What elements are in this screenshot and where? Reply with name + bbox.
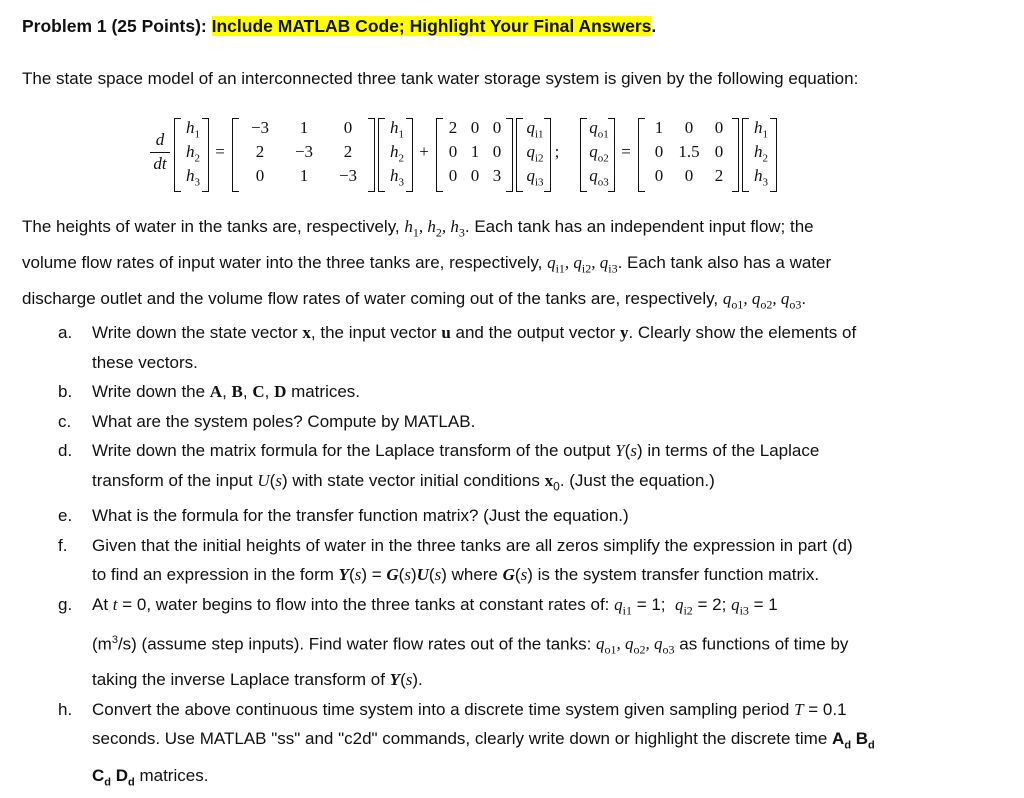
derivative-denominator: dt — [153, 154, 167, 173]
b-matrix-cell: 0 — [492, 142, 502, 161]
qo-vector-element: $q_{o3}$ — [589, 166, 609, 189]
b-matrix-cell: 0 — [470, 118, 480, 137]
question-text: Convert the above continuous time system into a discrete time system given sampling period T = 0.1 seconds. Use MATLAB "ss" and "c2d" commands, clearly write down or highlight the discrete time $A_d$ $B_d$ $C_d$ $D_d$ matrices. — [92, 699, 875, 789]
question-h — [58, 695, 1008, 798]
h-vector-element: $h_2$ — [754, 142, 768, 165]
h-vector-element: $h_3$ — [186, 166, 200, 189]
question-text: Write down the state vector x, the input vector u and the output vector y. Clearly show the elements of these vectors. — [92, 323, 857, 372]
question-label: c. — [58, 411, 72, 431]
question-d — [58, 436, 1008, 501]
question-label: b. — [58, 382, 73, 401]
b-matrix-cell: 0 — [492, 118, 502, 137]
equals-sign: = — [621, 142, 631, 161]
intro-text: The state space model of an interconnected three tank water storage system is given by the following equation: — [22, 69, 859, 88]
a-matrix-cell: 1 — [299, 166, 309, 185]
question-e — [58, 501, 1008, 531]
question-label: f. — [58, 535, 68, 555]
qi-vector-element: $q_{i2}$ — [526, 142, 544, 165]
question-list — [58, 318, 1008, 798]
qo-symbols: $q_{o1}$, $q_{o2}$, $q_{o3}$ — [722, 288, 802, 312]
c-matrix-cell: 0 — [714, 118, 724, 137]
c-matrix-cell: 1 — [654, 118, 664, 137]
description-paragraph — [22, 212, 1012, 320]
c-matrix-cell: 0 — [684, 166, 694, 185]
c-matrix-cell: 0 — [654, 142, 664, 161]
problem-title — [22, 16, 656, 37]
question-text: Write down the A, B, C, D matrices. — [92, 382, 361, 401]
question-g — [58, 590, 1008, 695]
a-matrix-cell: 2 — [255, 142, 265, 161]
title-prefix: Problem 1 (25 Points): — [22, 16, 212, 36]
h-symbols: $h_1$, $h_2$, $h_3$ — [404, 217, 465, 240]
qi-vector-element: $q_{i3}$ — [526, 166, 544, 189]
h-vector-element: $h_2$ — [390, 142, 404, 165]
a-matrix-cell: −3 — [338, 166, 358, 185]
qo-vector-element: $q_{o2}$ — [589, 142, 609, 165]
h-vector-element: $h_1$ — [754, 118, 768, 141]
question-text: What are the system poles? Compute by MATLAB. — [92, 411, 476, 431]
c-matrix-cell: 0 — [714, 142, 724, 161]
b-matrix-cell: 0 — [448, 142, 458, 161]
question-label: e. — [58, 506, 73, 526]
qo-vector-left-bracket — [580, 118, 587, 192]
question-f — [58, 531, 1008, 590]
state-space-equation — [150, 114, 990, 196]
question-label: d. — [58, 441, 73, 460]
question-a — [58, 318, 1008, 377]
b-matrix-cell: 0 — [448, 166, 458, 185]
a-matrix-cell: −3 — [250, 118, 270, 137]
question-text: At t = 0, water begins to flow into the three tanks at constant rates of: $q_{i1} = 1$; $q_{i2} = 2$; $q_{i3} = 1$ $(m^3/s)$ (assume step inputs). Find water flow rates out of the tanks: $q_{o1}$, $q_{o2}$, $q_{o3}$ as functions of time by taking the inverse Laplace transform of Y(s). — [92, 594, 849, 690]
h-vector-element: $h_3$ — [390, 166, 404, 189]
qi-vector-left-bracket — [516, 118, 523, 192]
question-text: What is the formula for the transfer function matrix? (Just the equation.) — [92, 506, 629, 526]
h-vector-element: $h_1$ — [390, 118, 404, 141]
paragraph-line-1: The heights of water in the tanks are, respectively, $h_1$, $h_2$, $h_3$. Each tank has an independent input flow; the — [22, 217, 814, 240]
paragraph-line-3: discharge outlet and the volume flow rates of water coming out of the tanks are, respectively, $q_{o1}$, $q_{o2}$, $q_{o3}$. — [22, 288, 807, 312]
title-suffix: . — [651, 16, 657, 36]
h-vector-left-bracket — [378, 118, 385, 192]
h-vector-element: $h_1$ — [186, 118, 200, 141]
question-c — [58, 407, 1008, 437]
paragraph-line-2: volume flow rates of input water into the three tanks are, respectively, $q_{i1}$, $q_{i2}$, $q_{i3}$. Each tank also has a water — [22, 252, 832, 276]
h-vector-left-bracket — [742, 118, 749, 192]
b-matrix-cell: 0 — [470, 166, 480, 185]
question-label: g. — [58, 594, 73, 614]
equals-sign: = — [215, 142, 225, 161]
separator: ; — [554, 142, 560, 161]
question-label: a. — [58, 323, 73, 342]
plus-sign: + — [419, 142, 429, 161]
h-vector-element: $h_3$ — [754, 166, 768, 189]
derivative-numerator: d — [155, 130, 165, 149]
c-matrix-cell: 1.5 — [678, 142, 700, 161]
question-b — [58, 377, 1008, 407]
question-label: h. — [58, 699, 73, 719]
h-vector-left-bracket — [174, 118, 181, 192]
b-matrix-cell: 1 — [470, 142, 480, 161]
c-matrix-cell: 2 — [714, 166, 724, 185]
a-matrix-cell: 0 — [343, 118, 353, 137]
a-matrix-cell: 0 — [255, 166, 265, 185]
c-matrix-cell: 0 — [654, 166, 664, 185]
a-matrix-cell: −3 — [294, 142, 314, 161]
qi-symbols: $q_{i1}$, $q_{i2}$, $q_{i3}$ — [547, 252, 618, 276]
b-matrix-cell: 3 — [492, 166, 502, 185]
qo-vector-element: $q_{o1}$ — [589, 118, 609, 141]
b-matrix-cell: 2 — [448, 118, 458, 137]
h-vector-element: $h_2$ — [186, 142, 200, 165]
question-text: Given that the initial heights of water in the three tanks are all zeros simplify the expression in part (d) to find an expression in the form Y(s) = G(s)U(s) where G(s) is the system transfer function matrix. — [92, 535, 853, 585]
c-matrix-cell: 0 — [684, 118, 694, 137]
qi-vector-element: $q_{i1}$ — [526, 118, 544, 141]
a-matrix-cell: 2 — [343, 142, 353, 161]
question-text: Write down the matrix formula for the Laplace transform of the output Y(s) in terms of the Laplace transform of the input U(s) with state vector initial conditions $x_0$. (Just the equation.) — [92, 441, 820, 493]
title-highlight: Include MATLAB Code; Highlight Your Final Answers — [211, 16, 652, 36]
a-matrix-cell: 1 — [299, 118, 309, 137]
